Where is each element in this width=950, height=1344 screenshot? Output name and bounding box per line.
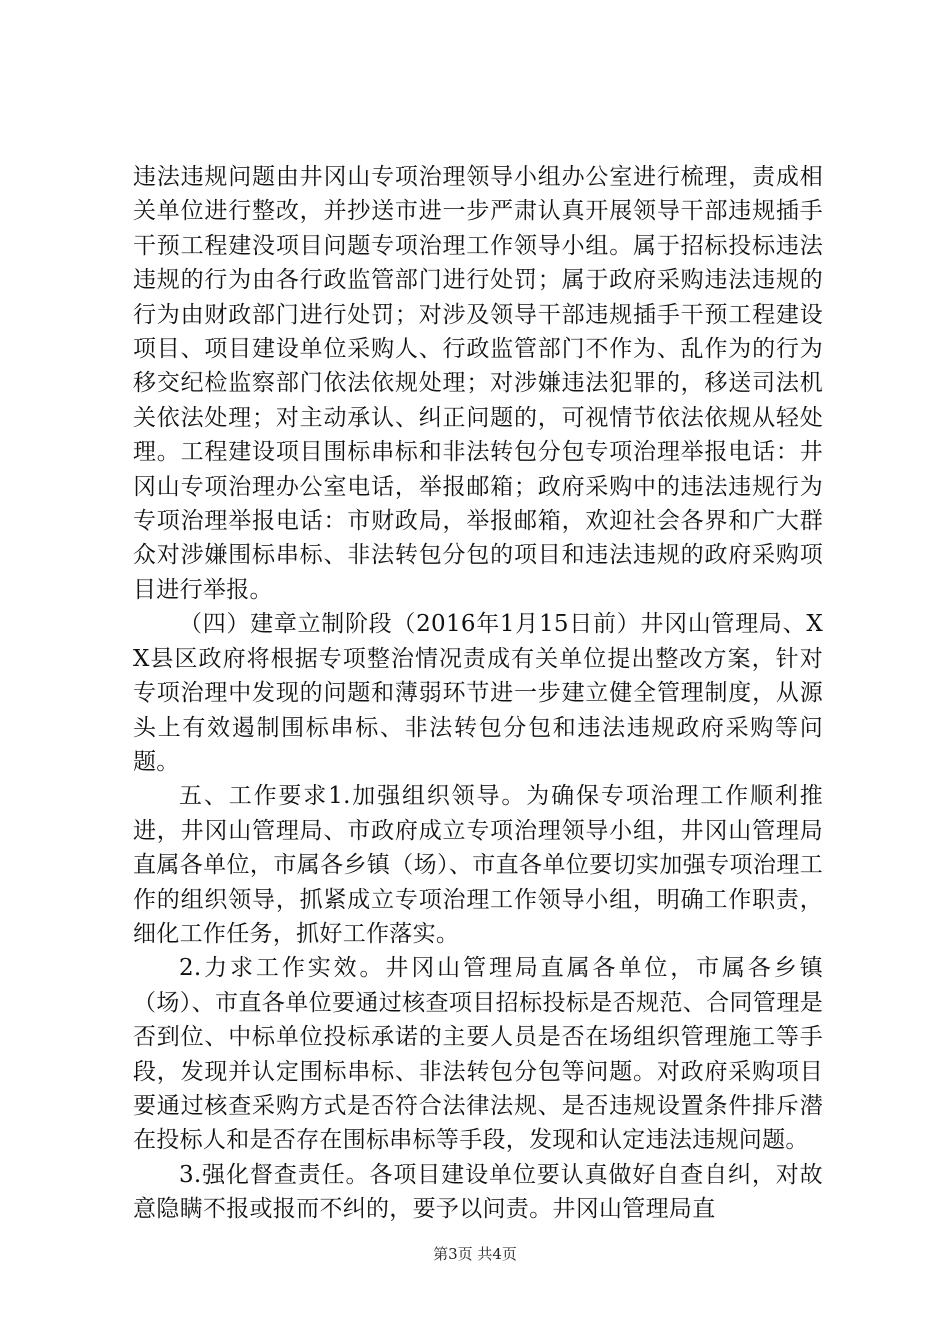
page-number-footer: 第3页 共4页 bbox=[433, 1245, 517, 1263]
document-body bbox=[133, 160, 823, 1227]
paragraph-stage-four: （四）建章立制阶段（2016年1月15日前）井冈山管理局、XX县区政府将根据专项整治情况责成有关单位提出整改方案，针对专项治理中发现的问题和薄弱环节进一步建立健全管理制度，从源头上有效遏制围标串标、非法转包分包和违法违规政府采购等问题。 bbox=[133, 611, 823, 775]
paragraph-continued: 违法违规问题由井冈山专项治理领导小组办公室进行梳理，责成相关单位进行整改，并抄送市进一步严肃认真开展领导干部违规插手干预工程建没项目问题专项治理工作领导小组。属于招标投标违法违规的行为由各行政监管部门进行处罚；属于政府采购违法违规的行为由财政部门进行处罚；对涉及领导干部违规插手干预工程建设项目、项目建设单位采购人、行政监管部门不作为、乱作为的行为移交纪检监察部门依法依规处理；对涉嫌违法犯罪的，移送司法机关依法处理；对主动承认、纠正问题的，可视情节依法依规从轻处理。工程建设项目围标串标和非法转包分包专项治理举报电话：井冈山专项治理办公室电话，举报邮箱；政府采购中的违法违规行为专项治理举报电话：市财政局，举报邮箱，欢迎社会各界和广大群众对涉嫌围标串标、非法转包分包的项目和违法违规的政府采购项目进行举报。 bbox=[133, 164, 823, 603]
paragraph-work-requirements: 五、工作要求1.加强组织领导。为确保专项治理工作顺利推进，井冈山管理局、市政府成立专项治理领导小组，井冈山管理局直属各单位，市属各乡镇（场）、市直各单位要切实加强专项治理工作的组织领导，抓紧成立专项治理工作领导小组，明确工作职责，细化工作任务，抓好工作落实。 bbox=[133, 783, 823, 947]
paragraph-supervision: 3.强化督查责任。各项目建设单位要认真做好自查自纠，对故意隐瞒不报或报而不纠的，要予以问责。井冈山管理局直 bbox=[133, 1161, 823, 1223]
paragraph-work-effectiveness: 2.力求工作实效。井冈山管理局直属各单位，市属各乡镇（场）、市直各单位要通过核查项目招标投标是否规范、合同管理是否到位、中标单位投标承诺的主要人员是否在场组织管理施工等手段，发现并认定围标串标、非法转包分包等问题。对政府采购项目要通过核查采购方式是否符合法律法规、是否违规设置条件排斥潜在投标人和是否存在围标串标等手段，发现和认定违法违规问题。 bbox=[133, 955, 823, 1154]
